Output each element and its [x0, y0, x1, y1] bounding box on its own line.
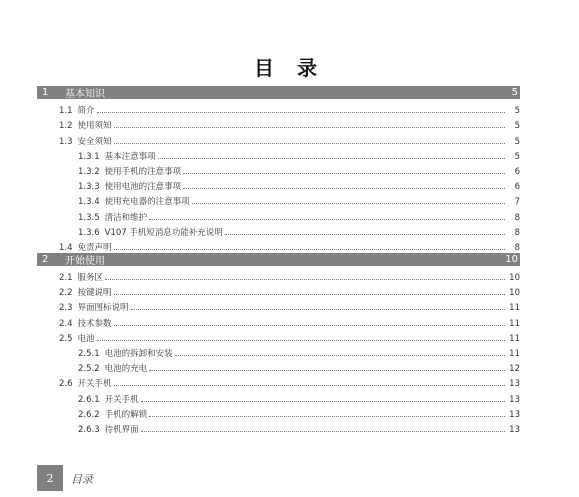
entry-label: 使用电池的注意事项	[104, 182, 182, 193]
entry-page: 5	[514, 136, 520, 147]
dot-leader	[149, 416, 505, 417]
entry-number: 2.6.1	[78, 394, 100, 405]
dot-leader	[105, 279, 505, 280]
toc-entry[interactable]	[37, 298, 520, 313]
entry-label: 电池	[77, 333, 95, 344]
entry-label: 待机界面	[104, 424, 139, 435]
entry-number: 1.1	[59, 106, 73, 117]
dot-leader	[114, 249, 505, 250]
section-number: 2	[42, 253, 49, 265]
dot-leader	[131, 309, 505, 310]
toc-entry[interactable]	[37, 359, 520, 374]
dot-leader	[158, 158, 505, 159]
entry-number: 1.3	[59, 136, 73, 147]
dot-leader	[114, 143, 505, 144]
entry-page: 5	[514, 151, 520, 162]
toc-entry[interactable]	[37, 223, 520, 238]
dot-leader	[149, 370, 505, 371]
entry-label: 开关手机	[104, 394, 139, 405]
dot-leader	[225, 234, 505, 235]
footer-label: 目录	[71, 473, 93, 486]
toc-entry[interactable]	[37, 344, 520, 359]
toc-entry[interactable]	[37, 238, 520, 253]
entry-number: 1.3.3	[78, 182, 100, 193]
entry-label: 服务区	[77, 273, 104, 284]
entry-number: 2.1	[59, 273, 73, 284]
entry-number: 2.5	[59, 333, 73, 344]
entry-page: 6	[514, 166, 520, 177]
toc-entry[interactable]	[37, 420, 520, 435]
toc-entry[interactable]	[37, 177, 520, 192]
entry-number: 2.6	[59, 379, 73, 390]
entry-number: 2.5.2	[78, 364, 100, 375]
section-number: 1	[42, 87, 49, 98]
entry-page: 8	[514, 227, 520, 238]
entry-page: 7	[514, 197, 520, 208]
entry-number: 1.3.1	[78, 151, 100, 162]
entry-number: 2.4	[59, 318, 73, 329]
toc-entry[interactable]	[37, 389, 520, 404]
dot-leader	[97, 112, 505, 113]
entry-label: 基本注意事项	[104, 151, 156, 162]
dot-leader	[192, 203, 505, 204]
entry-page: 10	[509, 288, 520, 299]
entry-label: 安全须知	[77, 136, 112, 147]
entry-number: 1.3.4	[78, 197, 100, 208]
toc-entry[interactable]	[37, 268, 520, 283]
dot-leader	[114, 294, 505, 295]
section-label: 开始使用	[65, 255, 105, 267]
dot-leader	[141, 401, 505, 402]
entry-page: 13	[509, 394, 520, 405]
entry-number: 1.3.5	[78, 212, 100, 223]
dot-leader	[97, 340, 505, 341]
toc-section-1[interactable]	[37, 86, 520, 99]
toc-entry[interactable]	[37, 283, 520, 298]
entry-page: 5	[514, 121, 520, 132]
entry-number: 2.6.2	[78, 409, 100, 420]
entry-label: 按键说明	[77, 288, 112, 299]
dot-leader	[175, 355, 505, 356]
entry-label: 界面图标说明	[77, 303, 129, 314]
toc-entry[interactable]	[37, 162, 520, 177]
toc-entry[interactable]	[37, 147, 520, 162]
entry-page: 5	[514, 106, 520, 117]
toc-entry[interactable]	[37, 313, 520, 328]
entry-label: 使用充电器的注意事项	[104, 197, 190, 208]
toc-entry[interactable]	[37, 192, 520, 207]
footer-page-number: 2	[37, 465, 63, 491]
toc-section-2[interactable]	[37, 253, 520, 266]
entry-number: 1.3.2	[78, 166, 100, 177]
entry-page: 11	[509, 318, 520, 329]
entry-page: 10	[509, 273, 520, 284]
entry-label: 开关手机	[77, 379, 112, 390]
entry-label: 简介	[77, 106, 95, 117]
page-footer	[37, 465, 117, 491]
section-page: 5	[511, 87, 518, 98]
section-label: 基本知识	[65, 89, 105, 100]
dot-leader	[114, 127, 505, 128]
entry-number: 2.3	[59, 303, 73, 314]
page-title: 目 录	[254, 56, 325, 80]
toc-entry[interactable]	[37, 116, 520, 131]
toc-entry[interactable]	[37, 131, 520, 146]
entry-label: 手机的解锁	[104, 409, 148, 420]
toc-entry[interactable]	[37, 405, 520, 420]
dot-leader	[183, 188, 505, 189]
section-page: 10	[505, 253, 518, 265]
entry-label: 电池的拆卸和安装	[104, 349, 173, 359]
entry-page: 8	[514, 212, 520, 223]
entry-number: 1.3.6	[78, 227, 100, 238]
dot-leader	[114, 325, 505, 326]
entry-number: 2.2	[59, 288, 73, 299]
dot-leader	[141, 431, 505, 432]
entry-page: 13	[509, 424, 520, 435]
entry-page: 12	[509, 364, 520, 375]
toc-entry[interactable]	[37, 207, 520, 222]
dot-leader	[183, 173, 505, 174]
entry-label: 清洁和维护	[104, 212, 148, 223]
table-of-contents	[37, 86, 520, 435]
entry-page: 11	[509, 303, 520, 314]
entry-label: 免责声明	[77, 242, 112, 253]
toc-entry[interactable]	[37, 329, 520, 344]
entry-page: 8	[514, 242, 520, 253]
entry-page: 13	[509, 379, 520, 390]
entry-page: 13	[509, 409, 520, 420]
entry-label: V107 手机短消息功能补充说明	[104, 227, 223, 238]
entry-number: 2.5.1	[78, 349, 100, 359]
toc-group-2	[37, 268, 520, 435]
entry-number: 1.4	[59, 242, 73, 253]
dot-leader	[114, 385, 505, 386]
entry-label: 电池的充电	[104, 364, 148, 375]
entry-page: 11	[509, 349, 520, 359]
toc-entry[interactable]	[37, 101, 520, 116]
entry-label: 技术参数	[77, 318, 112, 329]
entry-label: 使用手机的注意事项	[104, 166, 182, 177]
entry-page: 6	[514, 182, 520, 193]
toc-entry[interactable]	[37, 374, 520, 389]
entry-page: 11	[509, 333, 520, 344]
entry-label: 使用须知	[77, 121, 112, 132]
entry-number: 2.6.3	[78, 424, 100, 435]
entry-number: 1.2	[59, 121, 73, 132]
toc-group-1	[37, 101, 520, 253]
dot-leader	[149, 219, 505, 220]
